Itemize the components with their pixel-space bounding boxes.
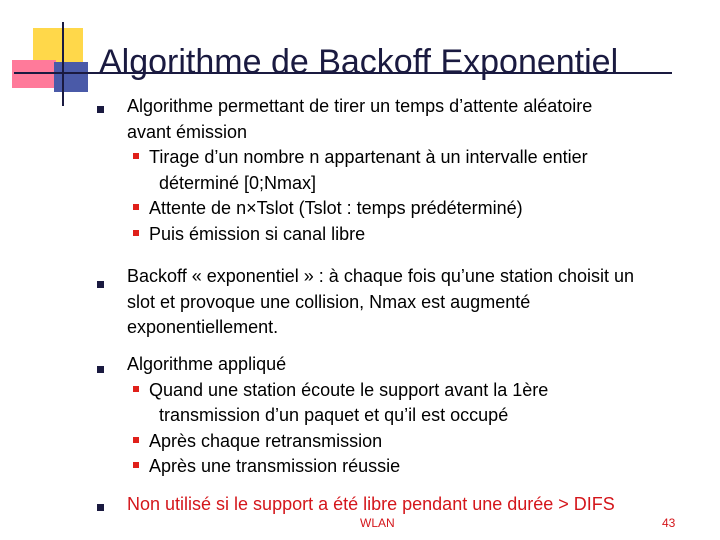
sub-bullet-3-3: Après une transmission réussie <box>127 454 548 480</box>
decor-vertical-line <box>62 22 64 106</box>
bullet-block-4 <box>127 492 615 518</box>
decor-blue-square <box>54 62 88 92</box>
bullet-block-2 <box>127 264 634 341</box>
sub-bullet-square-icon <box>133 462 139 468</box>
bullet-2-line-1: Backoff « exponentiel » : à chaque fois qu’une station choisit un <box>127 266 635 286</box>
bullet-1-line-2: avant émission <box>127 121 248 142</box>
slide-title: Algorithme de Backoff Exponentiel <box>99 43 619 81</box>
sub-bullet-square-icon <box>133 204 139 210</box>
sub-bullet-1-3: Puis émission si canal libre <box>127 222 592 248</box>
bullet-square-icon <box>97 504 104 511</box>
bullet-square-icon <box>97 281 104 288</box>
sub-bullet-3-1: Quand une station écoute le support avant la 1ère <box>127 378 548 404</box>
bullet-2-line-3: exponentiellement. <box>127 317 279 337</box>
sub-bullet-3-2: Après chaque retransmission <box>127 429 548 455</box>
bullet-1-line-1: Algorithme permettant de tirer un temps d’attente aléatoire <box>127 96 593 116</box>
bullet-square-icon <box>97 366 104 373</box>
bullet-square-icon <box>97 106 104 113</box>
bullet-2-line-2: slot et provoque une collision, Nmax est augmenté <box>127 291 531 312</box>
sub-bullet-1-1: Tirage d’un nombre n appartenant à un intervalle entier <box>127 145 592 171</box>
sub-bullet-1-2: Attente de n×Tslot (Tslot : temps prédéterminé) <box>127 196 592 222</box>
bullet-block-3 <box>127 352 548 480</box>
footer-label: WLAN <box>360 516 395 530</box>
page-number: 43 <box>662 516 676 530</box>
decor-pink-square <box>12 60 56 88</box>
bullet-4-line-1: Non utilisé si le support a été libre pendant une durée > DIFS <box>127 494 615 514</box>
bullet-3-line-1: Algorithme appliqué <box>127 354 287 374</box>
sub-bullet-1-1-cont: déterminé [0;Nmax] <box>159 172 317 193</box>
sub-bullet-square-icon <box>133 437 139 443</box>
sub-bullet-square-icon <box>133 153 139 159</box>
sub-bullet-square-icon <box>133 230 139 236</box>
bullet-block-1 <box>127 94 592 247</box>
sub-bullet-square-icon <box>133 386 139 392</box>
sub-bullet-3-1-cont: transmission d’un paquet et qu’il est occupé <box>159 405 509 425</box>
